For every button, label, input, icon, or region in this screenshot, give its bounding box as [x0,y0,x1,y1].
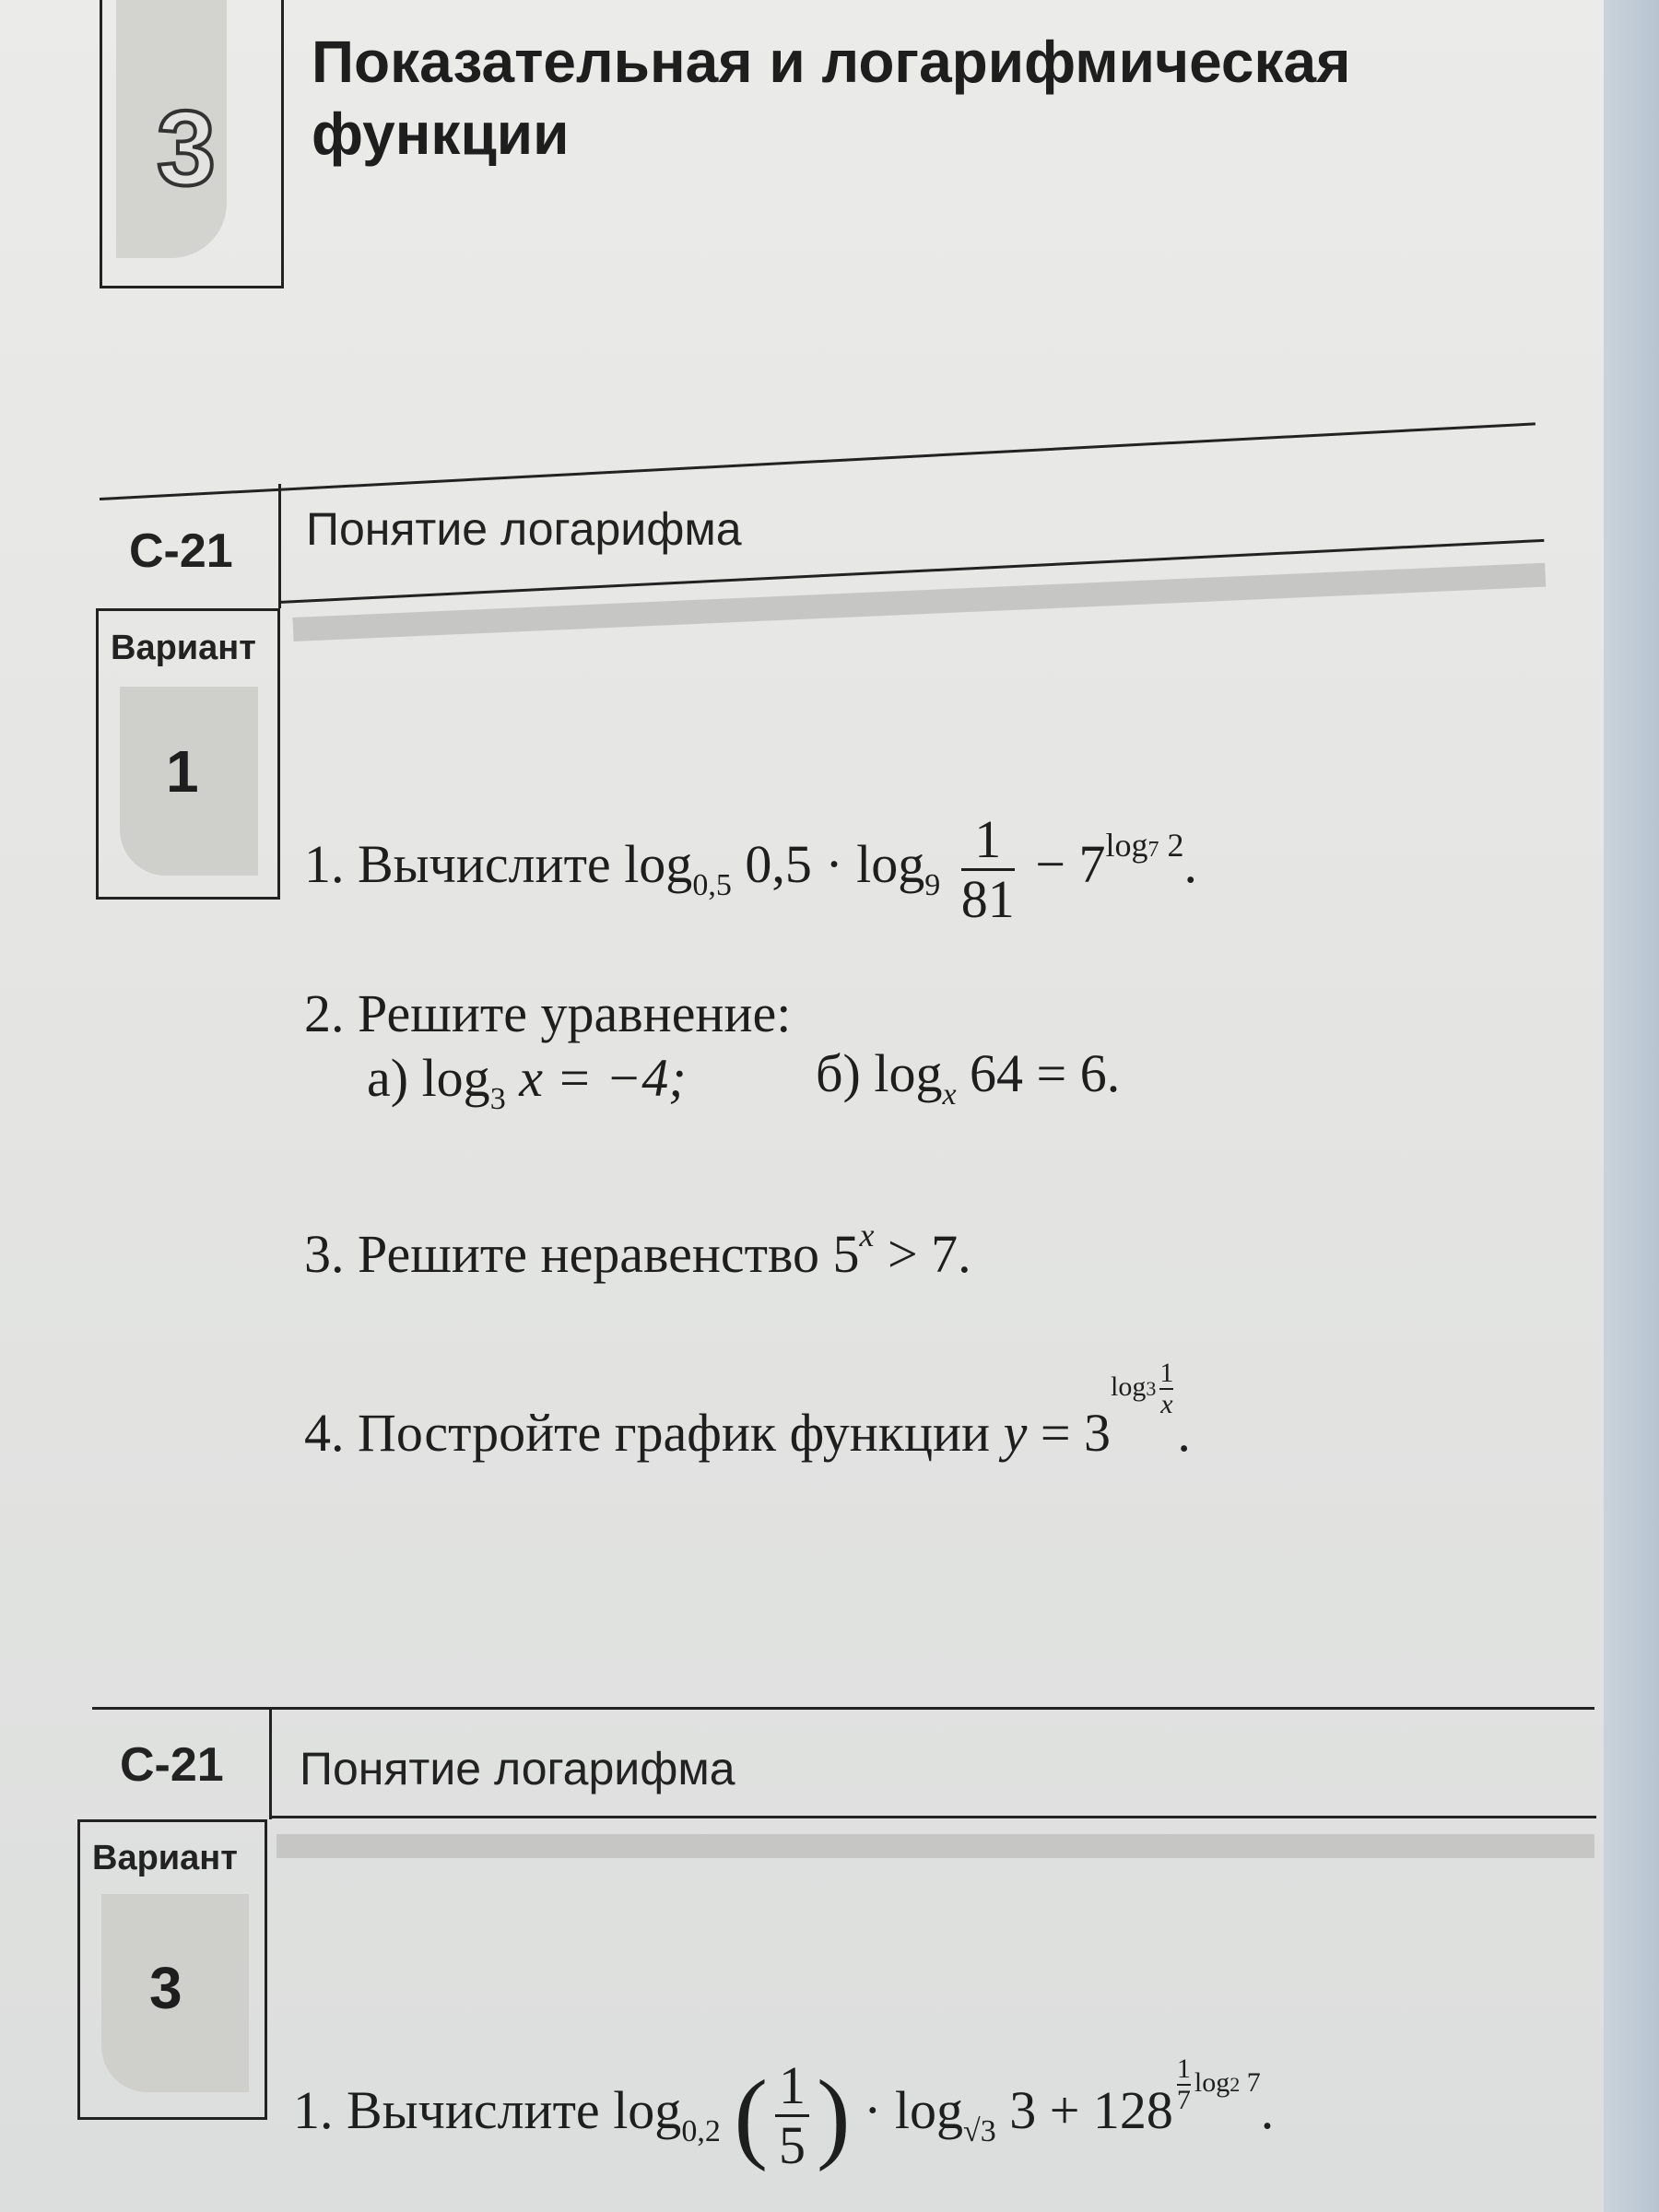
section1-top-rule [100,422,1535,500]
task-2-number: 2. [304,983,345,1043]
log-word: log [421,1048,490,1108]
minus-seven: − 7 [1035,833,1106,894]
exp-log-base: 3 [1146,1377,1157,1400]
chapter-number: 3 [157,89,216,207]
exp-log: log [1105,826,1148,864]
section2-top-rule [92,1707,1594,1710]
exp-fraction [1159,1359,1173,1419]
fraction-denominator: 7 [1176,2085,1191,2116]
variant1-label: Вариант [111,629,256,667]
task-2a-label: а) [367,1048,409,1108]
task-2b-rest: 64 = 6. [970,1043,1121,1103]
period: . [1183,833,1197,894]
fraction-denominator: 81 [960,869,1015,929]
exp-log: log [1194,2067,1230,2098]
right-paren: ) [816,2059,851,2172]
log-base: 9 [924,867,941,902]
period: . [1260,2080,1275,2140]
section2-grey-band [276,1834,1594,1858]
log-base: 0,2 [681,2114,721,2148]
task-4-exponent [1111,1355,1177,1421]
power-exponent: x [859,1217,875,1253]
task-4 [304,1355,1191,1465]
fraction-numerator: 1 [775,2057,809,2117]
fraction-numerator: 1 [1176,2053,1191,2085]
section1-code: С-21 [129,524,233,578]
task-3-rest: > 7. [887,1224,971,1284]
fraction-numerator: 1 [961,811,1015,871]
task-2b-label: б) [816,1043,861,1103]
task-3-number: 3. [304,1224,345,1284]
three-plus-128: 3 + 128 [1009,2080,1173,2140]
exp-log: log [1111,1371,1147,1402]
task-v3-exponent [1173,2051,1261,2117]
chapter-title [312,26,1350,170]
left-paren: ( [734,2059,768,2172]
variant3-label: Вариант [92,1839,238,1877]
section2-title-rule [269,1816,1596,1818]
log-argument: 0,5 · log [745,833,925,894]
task-1-verb: Вычислите [358,833,611,894]
task-1-number: 1. [304,833,345,894]
variant1-number: 1 [166,738,199,805]
log-word: log [624,833,693,894]
section1-divider [278,484,281,608]
section2-divider [269,1707,272,1819]
task-2a-rest: x = −4; [519,1048,687,1108]
fraction-denominator: x [1160,1389,1173,1420]
log-word: log [613,2080,682,2140]
chapter-title-line2: функции [312,100,570,167]
fraction-1-81 [961,811,1015,928]
task-4-number: 4. [304,1403,345,1463]
task-2a [367,1046,687,1132]
fraction-numerator: 1 [1159,1358,1174,1389]
dot-log: · log [864,2080,964,2140]
task-v3-1-verb: Вычислите [347,2080,600,2140]
power-base: 5 [832,1224,860,1284]
fraction-denominator: 5 [778,2115,806,2176]
task-v3-1 [293,2051,1274,2174]
task-v3-1-number: 1. [293,2080,334,2140]
section2-title: Понятие логарифма [300,1743,735,1794]
log-base: 3 [489,1082,506,1116]
task-2b [816,1041,1120,1127]
exp-log-arg: 2 [1167,826,1184,864]
log-base: x [942,1077,957,1112]
task-3 [304,1203,971,1287]
task-2-text: Решите уравнение: [358,983,792,1043]
task-3-text: Решите неравенство [358,1224,819,1284]
section1-title: Понятие логарифма [306,503,742,555]
exp-fraction [1177,2054,1191,2115]
exp-log-base: 7 [1147,837,1159,862]
section2-code: С-21 [120,1738,224,1792]
task-1 [304,811,1197,928]
adjacent-page-edge [1604,0,1659,2212]
sqrt-base: √3 [963,2114,996,2148]
exp-log-base: 2 [1230,2073,1241,2096]
log-word: log [874,1043,943,1103]
task-4-text: Постройте график функции [358,1403,991,1463]
chapter-title-line1: Показательная и логарифмическая [312,29,1351,95]
function-y: y [1003,1403,1028,1463]
variant3-number: 3 [149,1955,182,2021]
exp-log-arg: 7 [1246,2067,1261,2098]
log-base: 0,5 [692,867,732,902]
equals-three: = 3 [1040,1403,1112,1463]
exponent [1105,827,1183,864]
section1-grey-band [292,563,1546,641]
fraction-1-5 [775,2057,809,2174]
task-2 [304,982,791,1046]
period: . [1177,1403,1191,1463]
